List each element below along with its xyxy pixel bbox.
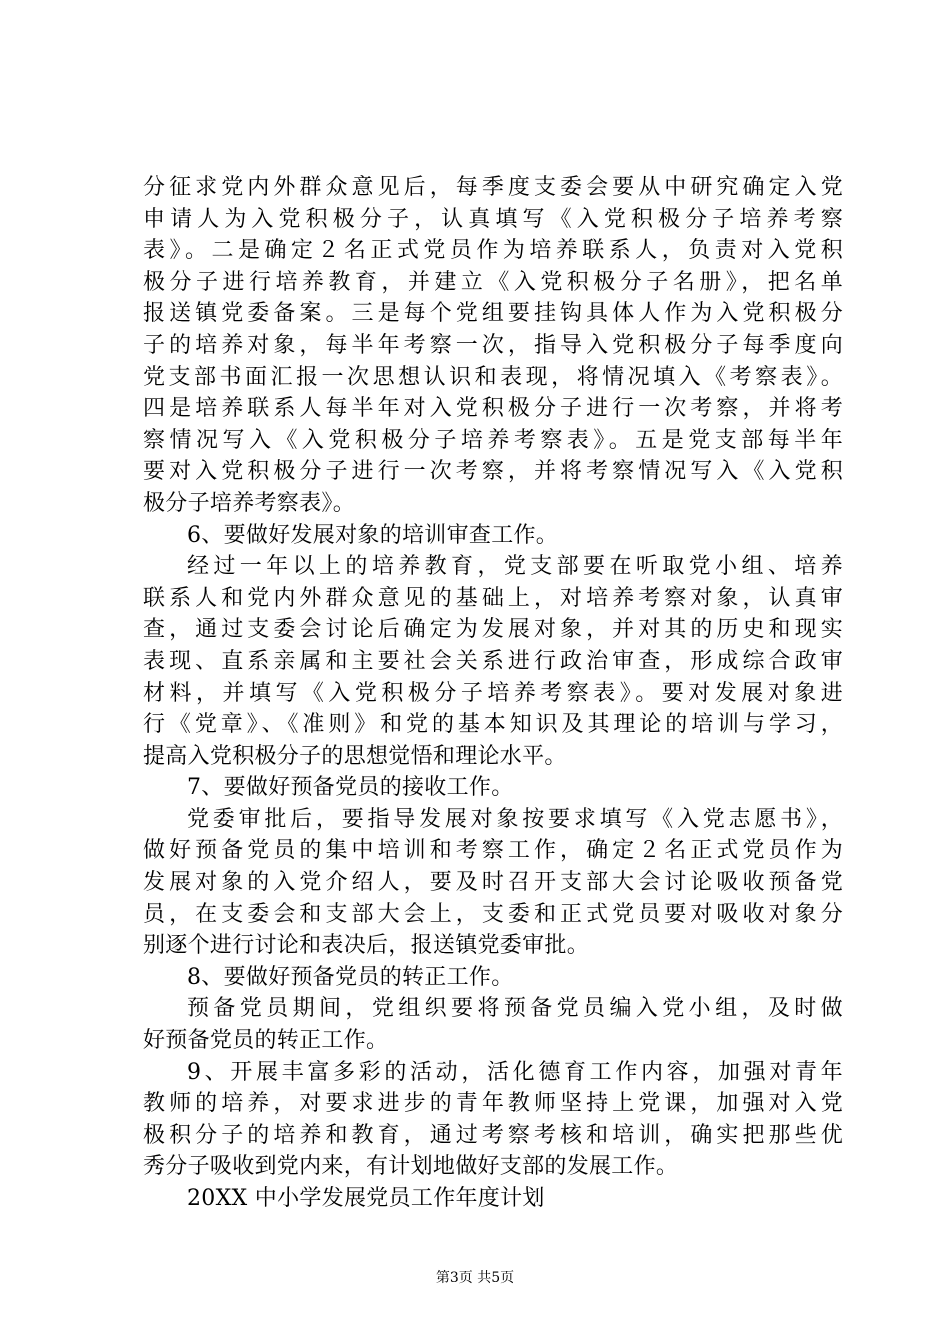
paragraph-line: 提高入党积极分子的思想觉悟和理论水平。	[143, 743, 567, 769]
paragraph-line: 要对入党积极分子进行一次考察，并将考察情况写入《入党积	[143, 459, 843, 485]
paragraph-line: 9、开展丰富多彩的活动，活化德育工作内容，加强对青年	[187, 1059, 843, 1085]
paragraph-line: 经过一年以上的培养教育，党支部要在听取党小组、培养	[187, 554, 843, 580]
page-footer: 第3页 共5页	[435, 1270, 515, 1286]
paragraph-line: 员，在支委会和支部大会上，支委和正式党员要对吸收对象分	[143, 901, 843, 927]
paragraph-line: 四是培养联系人每半年对入党积极分子进行一次考察，并将考	[143, 396, 843, 422]
paragraph-line: 察情况写入《入党积极分子培养考察表》。五是党支部每半年	[143, 427, 843, 453]
paragraph-line: 子的培养对象，每半年考察一次，指导入党积极分子每季度向	[143, 332, 843, 358]
section-heading-line: 8、要做好预备党员的转正工作。	[187, 964, 514, 990]
paragraph-line: 极分子进行培养教育，并建立《入党积极分子名册》，把名单	[143, 269, 843, 295]
paragraph-line: 联系人和党内外群众意见的基础上，对培养考察对象，认真审	[143, 585, 843, 611]
paragraph-line: 好预备党员的转正工作。	[143, 1028, 389, 1054]
paragraph-line: 极积分子的培养和教育，通过考察考核和培训，确实把那些优	[143, 1122, 843, 1148]
paragraph-line: 材料，并填写《入党积极分子培养考察表》。要对发展对象进	[143, 680, 843, 706]
section-heading-line: 7、要做好预备党员的接收工作。	[187, 775, 514, 801]
paragraph-line: 做好预备党员的集中培训和考察工作，确定２名正式党员作为	[143, 838, 843, 864]
paragraph-line: 极分子培养考察表》。	[143, 490, 356, 516]
paragraph-line: 秀分子吸收到党内来，有计划地做好支部的发展工作。	[143, 1154, 679, 1180]
paragraph-line: 分征求党内外群众意见后，每季度支委会要从中研究确定入党	[143, 175, 843, 200]
paragraph-line: 报送镇党委备案。三是每个党组要挂钩具体人作为入党积极分	[143, 301, 843, 327]
document-body	[143, 172, 843, 1215]
paragraph-line: 预备党员期间，党组织要将预备党员编入党小组，及时做	[187, 996, 843, 1022]
paragraph-line: 查，通过支委会讨论后确定为发展对象，并对其的历史和现实	[143, 617, 843, 643]
paragraph-line: 别逐个进行讨论和表决后，报送镇党委审批。	[143, 933, 590, 959]
paragraph-line: 党委审批后，要指导发展对象按要求填写《入党志愿书》，	[187, 806, 843, 832]
paragraph-line: 教师的培养，对要求进步的青年教师坚持上党课，加强对入党	[143, 1091, 843, 1117]
paragraph-line: 党支部书面汇报一次思想认识和表现，将情况填入《考察表》。	[143, 364, 843, 390]
section-heading-line: 20XX 中小学发展党员工作年度计划	[187, 1186, 545, 1211]
paragraph-line: 表》。二是确定２名正式党员作为培养联系人，负责对入党积	[143, 238, 843, 264]
paragraph-line: 表现、直系亲属和主要社会关系进行政治审查，形成综合政审	[143, 648, 843, 674]
paragraph-line: 发展对象的入党介绍人，要及时召开支部大会讨论吸收预备党	[143, 870, 843, 896]
paragraph-line: 申请人为入党积极分子，认真填写《入党积极分子培养考察	[143, 206, 843, 232]
section-heading-line: 6、要做好发展对象的培训审查工作。	[187, 522, 559, 548]
paragraph-line: 行《党章》、《准则》和党的基本知识及其理论的培训与学习，	[143, 712, 843, 738]
